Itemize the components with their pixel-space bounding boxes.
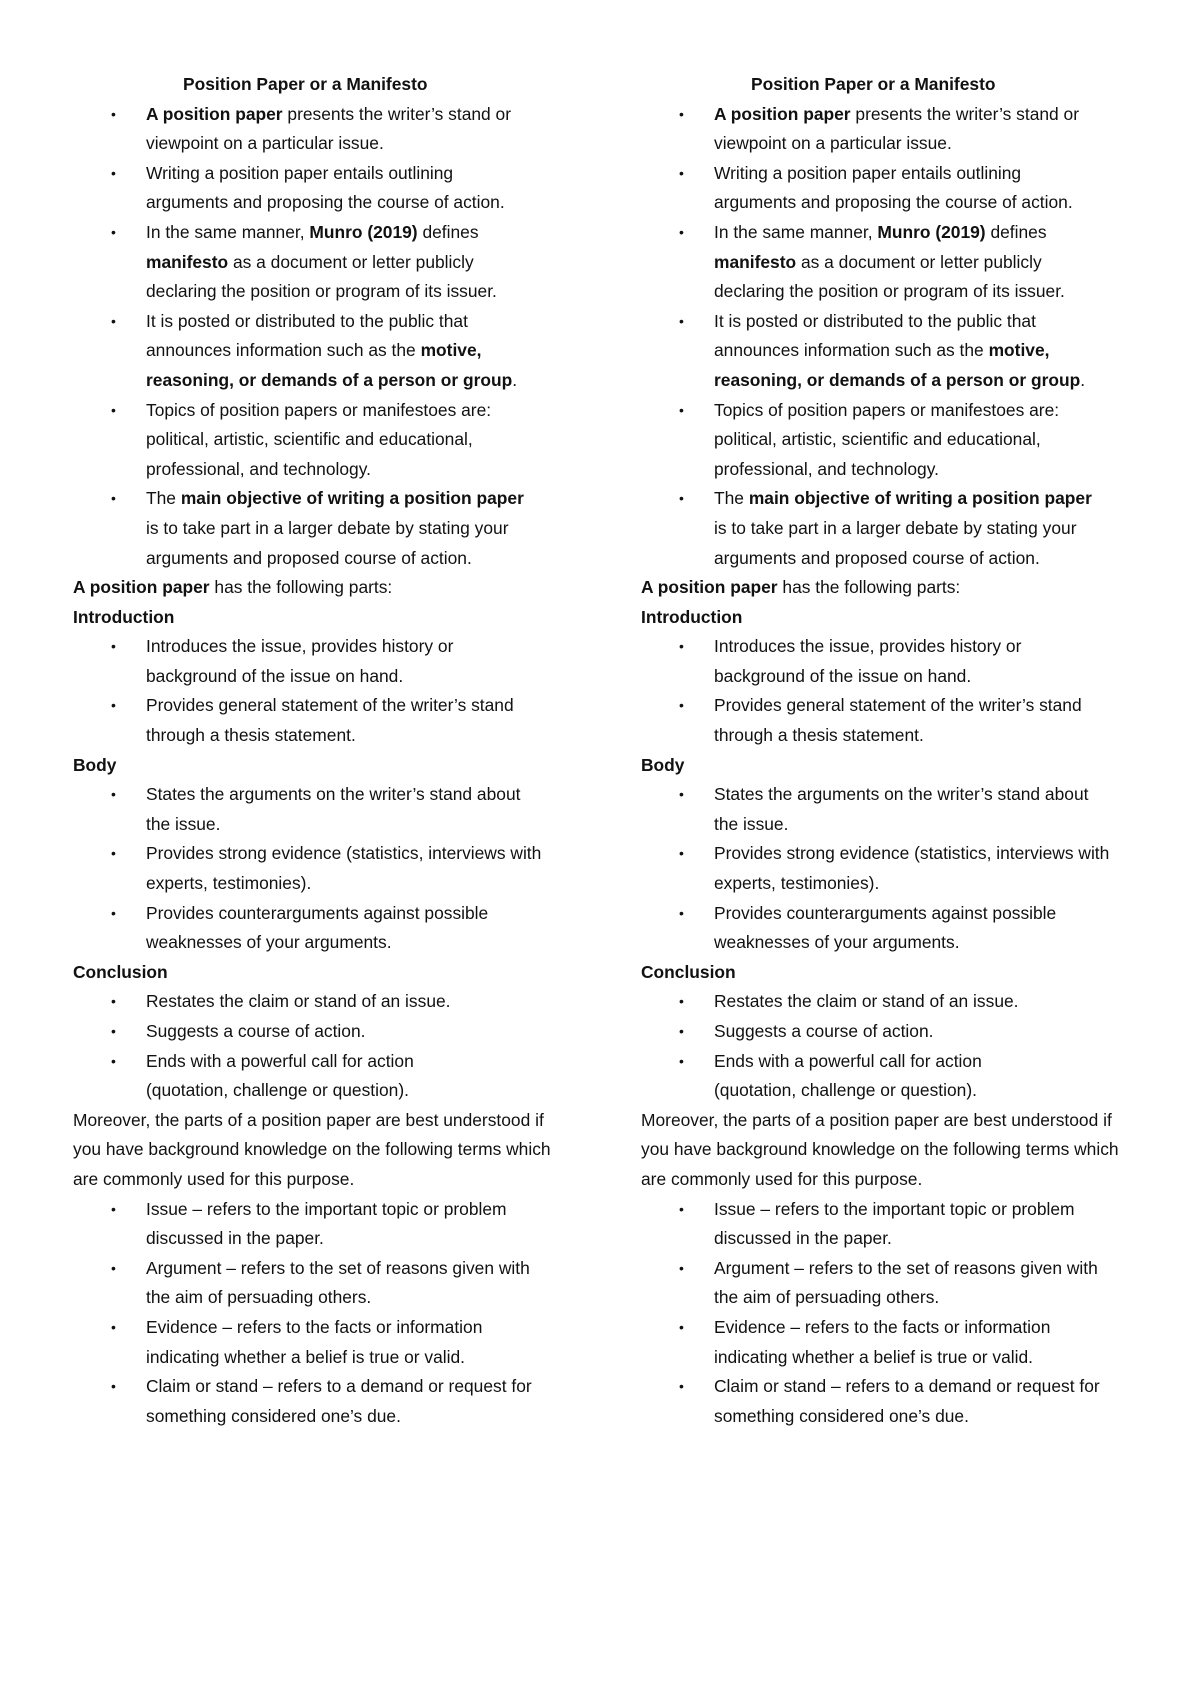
list-item bbox=[73, 691, 531, 750]
item-text: Introduces the issue, provides history or background of the issue on hand. bbox=[146, 636, 454, 686]
list-item bbox=[641, 839, 1129, 898]
list-item bbox=[73, 1313, 546, 1372]
conclusion-heading: Conclusion bbox=[641, 961, 736, 982]
item-text: Suggests a course of action. bbox=[714, 1021, 934, 1041]
list-item bbox=[641, 159, 1094, 218]
list-item bbox=[641, 1017, 1134, 1047]
list-item bbox=[73, 632, 531, 691]
list-item bbox=[641, 780, 1109, 839]
item-text: Evidence – refers to the facts or information indicating whether a belief is true or valid. bbox=[146, 1316, 483, 1367]
item-text: is to take part in a larger debate by stating your arguments and proposed course of action. bbox=[714, 517, 1077, 568]
bullet-icon: • bbox=[679, 786, 684, 803]
bold-term: Munro (2019) bbox=[309, 221, 418, 242]
item-text: Issue – refers to the important topic or problem discussed in the paper. bbox=[146, 1198, 507, 1249]
intro-list bbox=[641, 100, 1181, 574]
list-item bbox=[641, 1313, 1114, 1372]
parts-lead bbox=[641, 573, 1181, 603]
item-text: Issue – refers to the important topic or problem discussed in the paper. bbox=[714, 1198, 1075, 1249]
conclusion-list bbox=[73, 987, 613, 1105]
bullet-icon: • bbox=[679, 401, 684, 418]
list-item bbox=[73, 1195, 521, 1254]
moreover-paragraph: Moreover, the parts of a position paper are best understood if you have background knowledge on the following terms which are commonly used for this purpose. bbox=[641, 1109, 1119, 1189]
list-item bbox=[641, 899, 1114, 958]
item-text: Provides general statement of the writer’s stand through a thesis statement. bbox=[146, 695, 514, 746]
list-item bbox=[641, 218, 1109, 307]
list-item bbox=[73, 1254, 546, 1313]
page-title: Position Paper or a Manifesto bbox=[183, 74, 428, 94]
bullet-icon: • bbox=[111, 1200, 116, 1217]
list-item bbox=[641, 484, 1104, 573]
list-item bbox=[641, 100, 1094, 159]
bullet-icon: • bbox=[111, 223, 116, 240]
bullet-icon: • bbox=[679, 164, 684, 181]
item-text: Evidence – refers to the facts or information indicating whether a belief is true or valid. bbox=[714, 1316, 1051, 1367]
bullet-icon: • bbox=[679, 490, 684, 507]
item-text: Argument – refers to the set of reasons given with the aim of persuading others. bbox=[714, 1257, 1098, 1308]
bullet-icon: • bbox=[111, 105, 116, 122]
item-text: defines bbox=[417, 221, 479, 242]
item-text: In the same manner, bbox=[714, 221, 878, 242]
list-item bbox=[73, 1017, 566, 1047]
item-text: The bbox=[714, 488, 749, 509]
item-text: Restates the claim or stand of an issue. bbox=[146, 991, 451, 1012]
item-text: Claim or stand – refers to a demand or request for something considered one’s due. bbox=[714, 1376, 1100, 1426]
bold-term: A position paper bbox=[73, 577, 210, 598]
intro-list bbox=[73, 100, 613, 574]
bullet-icon: • bbox=[111, 1318, 116, 1335]
list-item bbox=[73, 159, 526, 218]
item-text: Ends with a powerful call for action (quotation, challenge or question). bbox=[146, 1050, 414, 1101]
right-column bbox=[641, 70, 1181, 1431]
item-text: as a document or letter publicly declaring the position or program of its issuer. bbox=[146, 251, 497, 302]
list-item bbox=[73, 100, 526, 159]
item-text: It is posted or distributed to the public that announces information such as the bbox=[146, 310, 468, 361]
list-item bbox=[641, 1372, 1129, 1431]
item-text: Provides general statement of the writer’s stand through a thesis statement. bbox=[714, 695, 1082, 746]
bullet-icon: • bbox=[111, 904, 116, 921]
bold-term: A position paper bbox=[714, 103, 851, 124]
item-text: The bbox=[146, 488, 181, 509]
bullet-icon: • bbox=[679, 1052, 684, 1069]
item-text: Ends with a powerful call for action (quotation, challenge or question). bbox=[714, 1050, 982, 1101]
item-text: presents the writer’s stand or viewpoint on a particular issue. bbox=[714, 103, 1080, 154]
bullet-icon: • bbox=[679, 105, 684, 122]
list-item bbox=[73, 484, 536, 573]
bullet-icon: • bbox=[679, 993, 684, 1010]
body-list bbox=[73, 780, 613, 958]
bold-term: manifesto bbox=[714, 251, 797, 272]
bold-term: motive, reasoning, or demands of a person or group bbox=[714, 340, 1081, 390]
left-column bbox=[73, 70, 613, 1431]
bullet-icon: • bbox=[111, 697, 116, 714]
bullet-icon: • bbox=[679, 1023, 684, 1039]
list-item bbox=[641, 1254, 1114, 1313]
bullet-icon: • bbox=[111, 312, 116, 329]
list-item bbox=[73, 1047, 491, 1106]
bold-term: main objective of writing a position paper bbox=[748, 488, 1092, 509]
list-item bbox=[641, 1047, 1059, 1106]
bullet-icon: • bbox=[111, 490, 116, 507]
bullet-icon: • bbox=[679, 312, 684, 329]
bullet-icon: • bbox=[111, 786, 116, 803]
item-text: has the following parts: bbox=[777, 577, 961, 598]
item-text: is to take part in a larger debate by stating your arguments and proposed course of action. bbox=[146, 517, 509, 568]
list-item bbox=[641, 987, 1134, 1017]
item-text: as a document or letter publicly declaring the position or program of its issuer. bbox=[714, 251, 1065, 302]
item-text: States the arguments on the writer’s stand about the issue. bbox=[146, 784, 521, 834]
introduction-heading: Introduction bbox=[73, 606, 175, 627]
bullet-icon: • bbox=[111, 638, 116, 655]
item-text: Suggests a course of action. bbox=[146, 1021, 366, 1041]
conclusion-list bbox=[641, 987, 1181, 1105]
list-item bbox=[73, 899, 546, 958]
list-item bbox=[73, 307, 546, 396]
item-text: Argument – refers to the set of reasons given with the aim of persuading others. bbox=[146, 1257, 530, 1308]
bold-term: A position paper bbox=[146, 103, 283, 124]
list-item bbox=[641, 307, 1114, 396]
item-text: Writing a position paper entails outlining arguments and proposing the course of action. bbox=[714, 162, 1073, 213]
item-text: Claim or stand – refers to a demand or request for something considered one’s due. bbox=[146, 1376, 532, 1426]
conclusion-heading: Conclusion bbox=[73, 961, 168, 982]
item-text: . bbox=[512, 369, 518, 390]
bullet-icon: • bbox=[111, 1052, 116, 1069]
item-text: presents the writer’s stand or viewpoint on a particular issue. bbox=[146, 103, 512, 154]
bullet-icon: • bbox=[679, 904, 684, 921]
body-list bbox=[641, 780, 1181, 958]
list-item bbox=[641, 632, 1099, 691]
item-text: has the following parts: bbox=[209, 577, 393, 598]
bullet-icon: • bbox=[111, 1023, 116, 1039]
bullet-icon: • bbox=[679, 1378, 684, 1395]
bold-term: manifesto bbox=[146, 251, 229, 272]
bullet-icon: • bbox=[679, 697, 684, 714]
bullet-icon: • bbox=[679, 845, 684, 862]
parts-lead bbox=[73, 573, 613, 603]
bullet-icon: • bbox=[679, 1318, 684, 1335]
introduction-list bbox=[641, 632, 1181, 750]
bullet-icon: • bbox=[679, 638, 684, 655]
list-item bbox=[641, 691, 1099, 750]
item-text: Provides counterarguments against possible weaknesses of your arguments. bbox=[714, 902, 1057, 953]
item-text: Provides strong evidence (statistics, interviews with experts, testimonies). bbox=[146, 843, 542, 894]
bullet-icon: • bbox=[111, 1378, 116, 1395]
list-item bbox=[641, 396, 1114, 485]
item-text: Restates the claim or stand of an issue. bbox=[714, 991, 1019, 1012]
item-text: In the same manner, bbox=[146, 221, 310, 242]
item-text: Introduces the issue, provides history or background of the issue on hand. bbox=[714, 636, 1022, 686]
list-item bbox=[641, 1195, 1089, 1254]
item-text: . bbox=[1080, 369, 1086, 390]
body-heading: Body bbox=[641, 754, 685, 775]
bold-term: Munro (2019) bbox=[877, 221, 986, 242]
bullet-icon: • bbox=[111, 845, 116, 862]
item-text: Provides strong evidence (statistics, interviews with experts, testimonies). bbox=[714, 843, 1110, 894]
item-text: Topics of position papers or manifestoes are: political, artistic, scientific and educational, professional, and technology. bbox=[714, 399, 1060, 479]
item-text: Topics of position papers or manifestoes are: political, artistic, scientific and educational, professional, and technology. bbox=[146, 399, 492, 479]
item-text: It is posted or distributed to the public that announces information such as the bbox=[714, 310, 1036, 361]
list-item bbox=[73, 780, 541, 839]
list-item bbox=[73, 218, 541, 307]
item-text: Provides counterarguments against possible weaknesses of your arguments. bbox=[146, 902, 489, 953]
item-text: Writing a position paper entails outlining arguments and proposing the course of action. bbox=[146, 162, 505, 213]
body-heading: Body bbox=[73, 754, 117, 775]
item-text: States the arguments on the writer’s stand about the issue. bbox=[714, 784, 1089, 834]
bullet-icon: • bbox=[111, 993, 116, 1010]
terms-list bbox=[641, 1195, 1181, 1432]
bold-term: A position paper bbox=[641, 577, 778, 598]
introduction-list bbox=[73, 632, 613, 750]
list-item bbox=[73, 396, 546, 485]
list-item bbox=[73, 987, 566, 1017]
moreover-paragraph: Moreover, the parts of a position paper are best understood if you have background knowledge on the following terms which are commonly used for this purpose. bbox=[73, 1109, 551, 1189]
introduction-heading: Introduction bbox=[641, 606, 743, 627]
bold-term: main objective of writing a position paper bbox=[180, 488, 524, 509]
bullet-icon: • bbox=[679, 1259, 684, 1276]
terms-list bbox=[73, 1195, 613, 1432]
bullet-icon: • bbox=[111, 164, 116, 181]
bullet-icon: • bbox=[679, 223, 684, 240]
list-item bbox=[73, 1372, 561, 1431]
bullet-icon: • bbox=[111, 1259, 116, 1276]
bullet-icon: • bbox=[679, 1200, 684, 1217]
bullet-icon: • bbox=[111, 401, 116, 418]
page-title: Position Paper or a Manifesto bbox=[751, 74, 996, 94]
list-item bbox=[73, 839, 561, 898]
item-text: defines bbox=[985, 221, 1047, 242]
bold-term: motive, reasoning, or demands of a person or group bbox=[146, 340, 513, 390]
